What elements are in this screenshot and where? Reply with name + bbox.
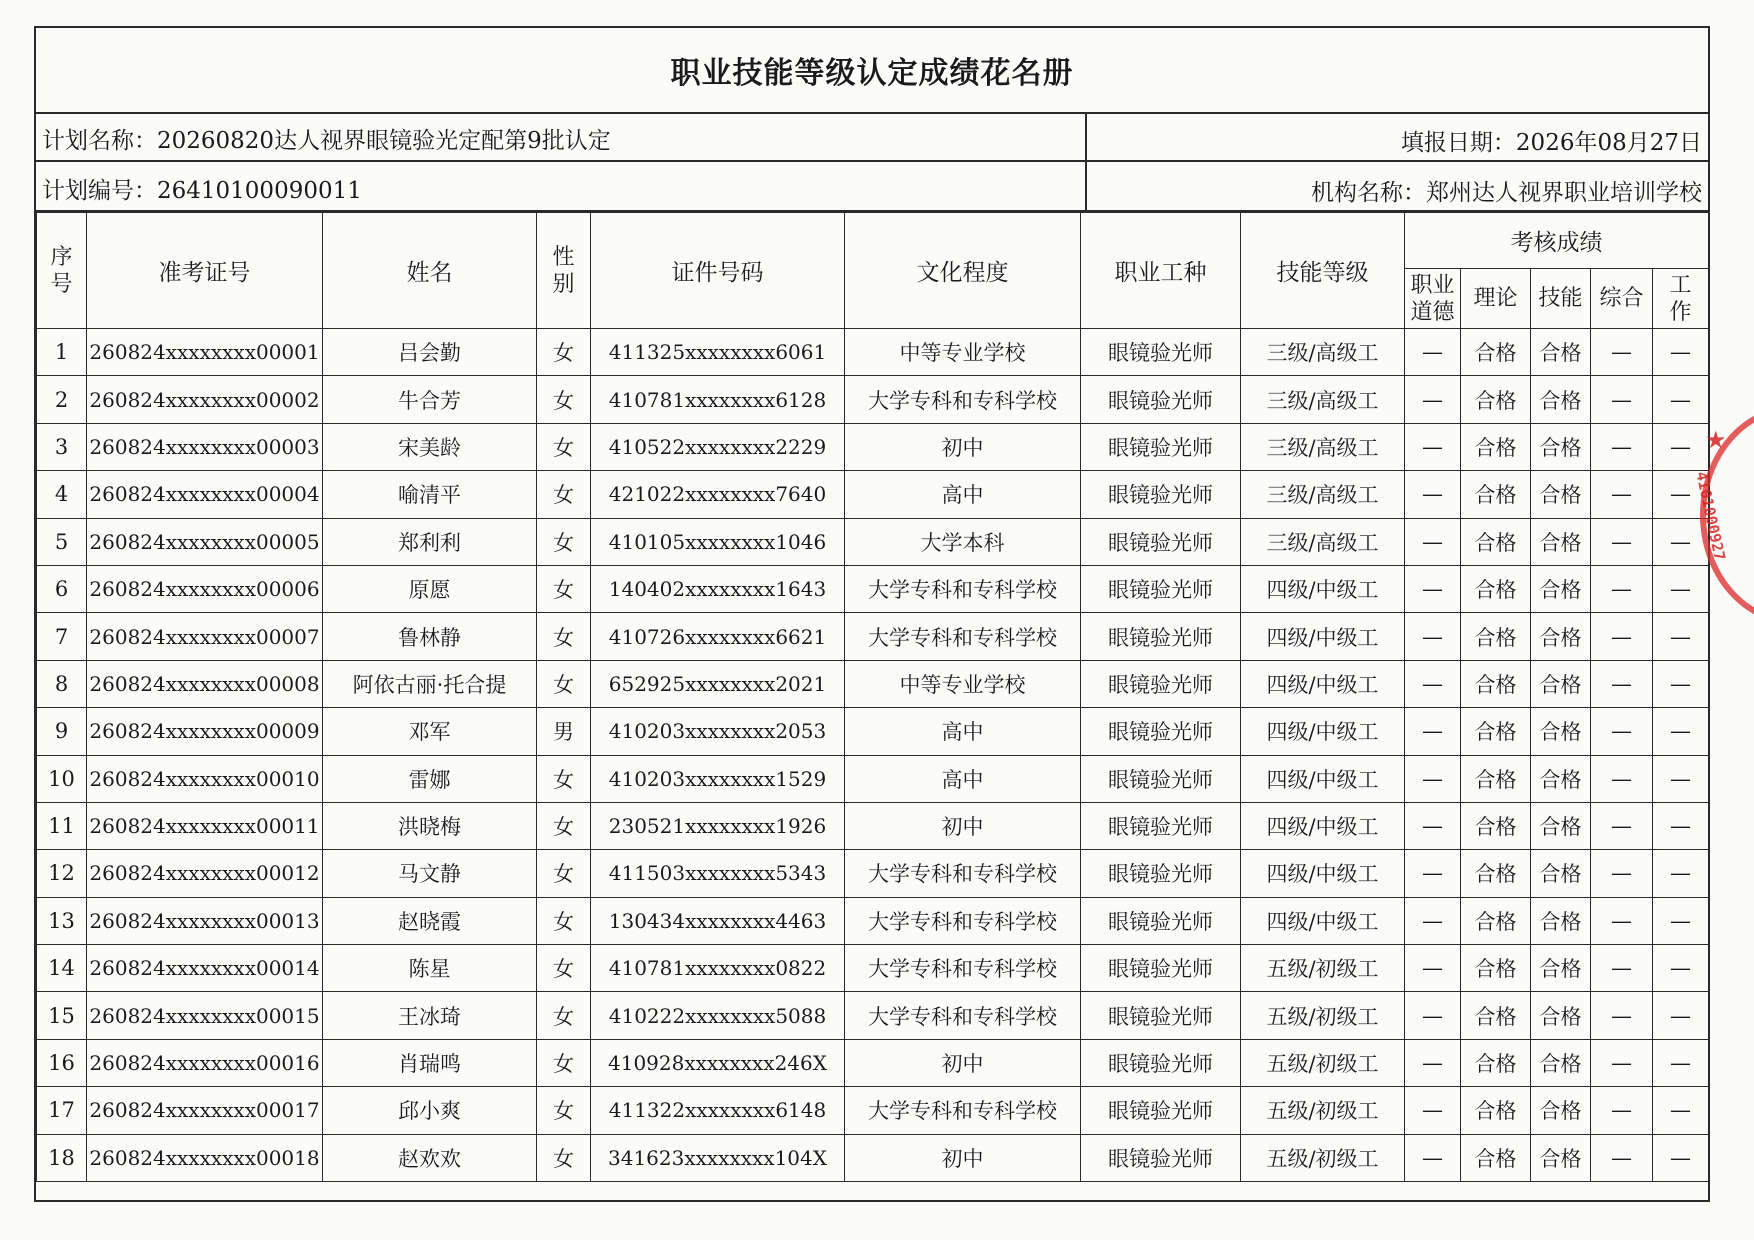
info-divider	[1085, 162, 1087, 210]
cell-id-number: 230521xxxxxxxx1926	[591, 802, 845, 849]
cell-ticket: 260824xxxxxxxx00008	[87, 660, 323, 707]
cell-name: 邓军	[323, 708, 537, 755]
cell-gender: 女	[537, 897, 591, 944]
cell-skill: 合格	[1531, 897, 1591, 944]
cell-comprehensive: —	[1591, 518, 1653, 565]
cell-ticket: 260824xxxxxxxx00002	[87, 376, 323, 423]
cell-occupation: 眼镜验光师	[1081, 1134, 1241, 1181]
cell-occupation: 眼镜验光师	[1081, 329, 1241, 376]
cell-gender: 女	[537, 992, 591, 1039]
cell-gender: 女	[537, 423, 591, 470]
cell-occupation: 眼镜验光师	[1081, 708, 1241, 755]
cell-id-number: 130434xxxxxxxx4463	[591, 897, 845, 944]
fill-date-label: 填报日期：	[1400, 130, 1516, 156]
header-results: 考核成绩	[1405, 213, 1709, 269]
header-work: 工作	[1653, 269, 1709, 329]
header-name: 姓名	[323, 213, 537, 329]
cell-occupation: 眼镜验光师	[1081, 423, 1241, 470]
cell-ethics: —	[1405, 565, 1461, 612]
cell-id-number: 410781xxxxxxxx6128	[591, 376, 845, 423]
cell-ethics: —	[1405, 1087, 1461, 1134]
cell-comprehensive: —	[1591, 1134, 1653, 1181]
cell-ethics: —	[1405, 945, 1461, 992]
cell-theory: 合格	[1461, 376, 1531, 423]
cell-occupation: 眼镜验光师	[1081, 897, 1241, 944]
cell-theory: 合格	[1461, 1087, 1531, 1134]
results-table	[36, 212, 1709, 1182]
cell-ethics: —	[1405, 423, 1461, 470]
cell-ticket: 260824xxxxxxxx00012	[87, 850, 323, 897]
cell-name: 阿依古丽·托合提	[323, 660, 537, 707]
cell-theory: 合格	[1461, 850, 1531, 897]
cell-skill-level: 四级/中级工	[1241, 897, 1405, 944]
cell-work: —	[1653, 565, 1709, 612]
cell-ethics: —	[1405, 1134, 1461, 1181]
cell-theory: 合格	[1461, 660, 1531, 707]
cell-skill: 合格	[1531, 565, 1591, 612]
cell-work: —	[1653, 471, 1709, 518]
header-seq: 序号	[37, 213, 87, 329]
cell-name: 喻清平	[323, 471, 537, 518]
header-education: 文化程度	[845, 213, 1081, 329]
cell-occupation: 眼镜验光师	[1081, 802, 1241, 849]
cell-skill-level: 三级/高级工	[1241, 471, 1405, 518]
table-row	[37, 1134, 1709, 1181]
cell-seq: 4	[37, 471, 87, 518]
header-skill: 技能	[1531, 269, 1591, 329]
cell-education: 大学本科	[845, 518, 1081, 565]
header-level: 技能等级	[1241, 213, 1405, 329]
cell-work: —	[1653, 376, 1709, 423]
cell-name: 赵晓霞	[323, 897, 537, 944]
cell-skill: 合格	[1531, 755, 1591, 802]
cell-ethics: —	[1405, 708, 1461, 755]
table-row	[37, 708, 1709, 755]
table-row	[37, 850, 1709, 897]
cell-ticket: 260824xxxxxxxx00015	[87, 992, 323, 1039]
cell-skill: 合格	[1531, 1039, 1591, 1086]
cell-theory: 合格	[1461, 755, 1531, 802]
cell-ticket: 260824xxxxxxxx00016	[87, 1039, 323, 1086]
cell-occupation: 眼镜验光师	[1081, 1087, 1241, 1134]
cell-ticket: 260824xxxxxxxx00017	[87, 1087, 323, 1134]
cell-seq: 7	[37, 613, 87, 660]
cell-skill: 合格	[1531, 1087, 1591, 1134]
cell-comprehensive: —	[1591, 565, 1653, 612]
plan-no-field	[42, 172, 362, 205]
table-row	[37, 518, 1709, 565]
cell-gender: 女	[537, 755, 591, 802]
plan-no-value: 26410100090011	[157, 178, 362, 204]
cell-ticket: 260824xxxxxxxx00013	[87, 897, 323, 944]
cell-education: 大学专科和专科学校	[845, 613, 1081, 660]
cell-education: 初中	[845, 423, 1081, 470]
cell-skill: 合格	[1531, 329, 1591, 376]
cell-ticket: 260824xxxxxxxx00001	[87, 329, 323, 376]
plan-name-value: 20260820达人视界眼镜验光定配第9批认定	[157, 128, 611, 154]
cell-id-number: 410522xxxxxxxx2229	[591, 423, 845, 470]
cell-theory: 合格	[1461, 802, 1531, 849]
cell-skill: 合格	[1531, 708, 1591, 755]
cell-skill-level: 五级/初级工	[1241, 1134, 1405, 1181]
cell-occupation: 眼镜验光师	[1081, 850, 1241, 897]
cell-id-number: 341623xxxxxxxx104X	[591, 1134, 845, 1181]
cell-comprehensive: —	[1591, 945, 1653, 992]
cell-skill-level: 四级/中级工	[1241, 708, 1405, 755]
info-row-2	[36, 162, 1708, 212]
cell-id-number: 421022xxxxxxxx7640	[591, 471, 845, 518]
cell-skill-level: 四级/中级工	[1241, 613, 1405, 660]
plan-name-field	[42, 122, 611, 155]
header-theory: 理论	[1461, 269, 1531, 329]
cell-ethics: —	[1405, 1039, 1461, 1086]
cell-id-number: 410203xxxxxxxx1529	[591, 755, 845, 802]
cell-name: 肖瑞鸣	[323, 1039, 537, 1086]
cell-work: —	[1653, 945, 1709, 992]
seal-number: 4101000927	[1692, 470, 1729, 563]
cell-education: 高中	[845, 708, 1081, 755]
table-row	[37, 471, 1709, 518]
cell-education: 初中	[845, 1134, 1081, 1181]
cell-work: —	[1653, 1087, 1709, 1134]
cell-education: 高中	[845, 755, 1081, 802]
cell-skill: 合格	[1531, 376, 1591, 423]
cell-education: 大学专科和专科学校	[845, 992, 1081, 1039]
info-row-1	[36, 112, 1708, 162]
cell-skill-level: 五级/初级工	[1241, 945, 1405, 992]
cell-skill: 合格	[1531, 802, 1591, 849]
cell-ethics: —	[1405, 992, 1461, 1039]
table-row	[37, 660, 1709, 707]
cell-skill-level: 五级/初级工	[1241, 992, 1405, 1039]
cell-comprehensive: —	[1591, 850, 1653, 897]
cell-name: 雷娜	[323, 755, 537, 802]
cell-occupation: 眼镜验光师	[1081, 518, 1241, 565]
cell-work: —	[1653, 708, 1709, 755]
cell-id-number: 652925xxxxxxxx2021	[591, 660, 845, 707]
results-table-body	[37, 329, 1709, 1182]
cell-ethics: —	[1405, 471, 1461, 518]
cell-theory: 合格	[1461, 423, 1531, 470]
cell-id-number: 410222xxxxxxxx5088	[591, 992, 845, 1039]
cell-comprehensive: —	[1591, 1087, 1653, 1134]
cell-work: —	[1653, 802, 1709, 849]
cell-ethics: —	[1405, 518, 1461, 565]
cell-occupation: 眼镜验光师	[1081, 613, 1241, 660]
cell-gender: 女	[537, 613, 591, 660]
cell-occupation: 眼镜验光师	[1081, 376, 1241, 423]
cell-ticket: 260824xxxxxxxx00006	[87, 565, 323, 612]
header-ethics: 职业道德	[1405, 269, 1461, 329]
cell-ticket: 260824xxxxxxxx00009	[87, 708, 323, 755]
cell-seq: 18	[37, 1134, 87, 1181]
cell-education: 中等专业学校	[845, 329, 1081, 376]
cell-work: —	[1653, 660, 1709, 707]
cell-education: 初中	[845, 1039, 1081, 1086]
cell-education: 大学专科和专科学校	[845, 1087, 1081, 1134]
cell-theory: 合格	[1461, 708, 1531, 755]
cell-skill: 合格	[1531, 423, 1591, 470]
cell-seq: 3	[37, 423, 87, 470]
cell-comprehensive: —	[1591, 471, 1653, 518]
cell-work: —	[1653, 423, 1709, 470]
cell-ethics: —	[1405, 329, 1461, 376]
cell-seq: 11	[37, 802, 87, 849]
table-row	[37, 423, 1709, 470]
cell-theory: 合格	[1461, 329, 1531, 376]
cell-seq: 14	[37, 945, 87, 992]
cell-gender: 女	[537, 660, 591, 707]
cell-occupation: 眼镜验光师	[1081, 992, 1241, 1039]
table-row	[37, 565, 1709, 612]
cell-ethics: —	[1405, 613, 1461, 660]
cell-occupation: 眼镜验光师	[1081, 945, 1241, 992]
fill-date-value: 2026年08月27日	[1515, 130, 1702, 156]
cell-skill: 合格	[1531, 850, 1591, 897]
cell-comprehensive: —	[1591, 376, 1653, 423]
cell-theory: 合格	[1461, 565, 1531, 612]
cell-skill-level: 三级/高级工	[1241, 329, 1405, 376]
cell-seq: 2	[37, 376, 87, 423]
cell-gender: 女	[537, 1134, 591, 1181]
cell-skill: 合格	[1531, 1134, 1591, 1181]
cell-theory: 合格	[1461, 992, 1531, 1039]
cell-name: 赵欢欢	[323, 1134, 537, 1181]
fill-date-field	[1401, 124, 1702, 157]
cell-seq: 10	[37, 755, 87, 802]
cell-ticket: 260824xxxxxxxx00014	[87, 945, 323, 992]
cell-gender: 女	[537, 945, 591, 992]
cell-seq: 17	[37, 1087, 87, 1134]
cell-occupation: 眼镜验光师	[1081, 660, 1241, 707]
cell-ticket: 260824xxxxxxxx00007	[87, 613, 323, 660]
cell-ticket: 260824xxxxxxxx00004	[87, 471, 323, 518]
cell-occupation: 眼镜验光师	[1081, 755, 1241, 802]
cell-comprehensive: —	[1591, 660, 1653, 707]
cell-seq: 9	[37, 708, 87, 755]
document-title: 职业技能等级认定成绩花名册	[36, 28, 1708, 114]
cell-education: 大学专科和专科学校	[845, 565, 1081, 612]
cell-work: —	[1653, 897, 1709, 944]
cell-education: 高中	[845, 471, 1081, 518]
cell-id-number: 140402xxxxxxxx1643	[591, 565, 845, 612]
cell-comprehensive: —	[1591, 1039, 1653, 1086]
cell-name: 邱小爽	[323, 1087, 537, 1134]
org-field	[1311, 174, 1702, 207]
cell-id-number: 411325xxxxxxxx6061	[591, 329, 845, 376]
cell-skill: 合格	[1531, 518, 1591, 565]
cell-seq: 6	[37, 565, 87, 612]
cell-skill-level: 三级/高级工	[1241, 376, 1405, 423]
cell-work: —	[1653, 992, 1709, 1039]
cell-name: 王冰琦	[323, 992, 537, 1039]
cell-comprehensive: —	[1591, 708, 1653, 755]
cell-seq: 12	[37, 850, 87, 897]
org-label: 机构名称：	[1311, 180, 1426, 206]
table-row	[37, 613, 1709, 660]
cell-id-number: 410928xxxxxxxx246X	[591, 1039, 845, 1086]
cell-skill-level: 四级/中级工	[1241, 850, 1405, 897]
cell-id-number: 411322xxxxxxxx6148	[591, 1087, 845, 1134]
cell-name: 吕会勤	[323, 329, 537, 376]
seal-star-icon: ★	[1705, 426, 1727, 454]
cell-comprehensive: —	[1591, 897, 1653, 944]
cell-skill: 合格	[1531, 471, 1591, 518]
cell-theory: 合格	[1461, 897, 1531, 944]
cell-gender: 男	[537, 708, 591, 755]
cell-ethics: —	[1405, 802, 1461, 849]
cell-seq: 8	[37, 660, 87, 707]
cell-skill: 合格	[1531, 660, 1591, 707]
cell-theory: 合格	[1461, 613, 1531, 660]
cell-skill-level: 四级/中级工	[1241, 755, 1405, 802]
cell-work: —	[1653, 329, 1709, 376]
cell-name: 宋美龄	[323, 423, 537, 470]
cell-education: 大学专科和专科学校	[845, 897, 1081, 944]
cell-id-number: 410781xxxxxxxx0822	[591, 945, 845, 992]
cell-comprehensive: —	[1591, 329, 1653, 376]
cell-skill: 合格	[1531, 992, 1591, 1039]
cell-id-number: 410203xxxxxxxx2053	[591, 708, 845, 755]
cell-name: 牛合芳	[323, 376, 537, 423]
cell-theory: 合格	[1461, 1134, 1531, 1181]
cell-name: 陈星	[323, 945, 537, 992]
table-row	[37, 755, 1709, 802]
plan-no-label: 计划编号：	[42, 178, 157, 204]
cell-comprehensive: —	[1591, 755, 1653, 802]
cell-theory: 合格	[1461, 945, 1531, 992]
cell-work: —	[1653, 1039, 1709, 1086]
cell-skill-level: 四级/中级工	[1241, 660, 1405, 707]
cell-id-number: 410726xxxxxxxx6621	[591, 613, 845, 660]
cell-gender: 女	[537, 850, 591, 897]
cell-skill-level: 五级/初级工	[1241, 1039, 1405, 1086]
cell-comprehensive: —	[1591, 423, 1653, 470]
cell-skill-level: 五级/初级工	[1241, 1087, 1405, 1134]
cell-work: —	[1653, 518, 1709, 565]
cell-ethics: —	[1405, 755, 1461, 802]
cell-theory: 合格	[1461, 518, 1531, 565]
info-divider	[1085, 112, 1087, 160]
cell-work: —	[1653, 613, 1709, 660]
cell-gender: 女	[537, 376, 591, 423]
cell-id-number: 411503xxxxxxxx5343	[591, 850, 845, 897]
cell-ticket: 260824xxxxxxxx00011	[87, 802, 323, 849]
cell-comprehensive: —	[1591, 992, 1653, 1039]
cell-skill-level: 三级/高级工	[1241, 518, 1405, 565]
table-row	[37, 1039, 1709, 1086]
table-row	[37, 802, 1709, 849]
cell-name: 原愿	[323, 565, 537, 612]
cell-occupation: 眼镜验光师	[1081, 1039, 1241, 1086]
cell-education: 初中	[845, 802, 1081, 849]
header-gender: 性别	[537, 213, 591, 329]
header-id: 证件号码	[591, 213, 845, 329]
table-row	[37, 1087, 1709, 1134]
cell-ethics: —	[1405, 850, 1461, 897]
cell-name: 郑利利	[323, 518, 537, 565]
cell-id-number: 410105xxxxxxxx1046	[591, 518, 845, 565]
cell-skill-level: 三级/高级工	[1241, 423, 1405, 470]
cell-skill-level: 四级/中级工	[1241, 565, 1405, 612]
table-row	[37, 992, 1709, 1039]
cell-theory: 合格	[1461, 1039, 1531, 1086]
cell-theory: 合格	[1461, 471, 1531, 518]
cell-comprehensive: —	[1591, 613, 1653, 660]
cell-name: 马文静	[323, 850, 537, 897]
cell-education: 中等专业学校	[845, 660, 1081, 707]
cell-ticket: 260824xxxxxxxx00018	[87, 1134, 323, 1181]
cell-education: 大学专科和专科学校	[845, 850, 1081, 897]
roster-sheet	[34, 26, 1710, 1202]
cell-gender: 女	[537, 329, 591, 376]
cell-skill: 合格	[1531, 613, 1591, 660]
plan-name-label: 计划名称：	[42, 128, 157, 154]
cell-gender: 女	[537, 518, 591, 565]
cell-work: —	[1653, 1134, 1709, 1181]
table-row	[37, 897, 1709, 944]
cell-occupation: 眼镜验光师	[1081, 565, 1241, 612]
table-row	[37, 376, 1709, 423]
cell-gender: 女	[537, 471, 591, 518]
cell-work: —	[1653, 755, 1709, 802]
cell-seq: 16	[37, 1039, 87, 1086]
header-comprehensive: 综合	[1591, 269, 1653, 329]
cell-gender: 女	[537, 565, 591, 612]
cell-ethics: —	[1405, 897, 1461, 944]
cell-education: 大学专科和专科学校	[845, 945, 1081, 992]
cell-education: 大学专科和专科学校	[845, 376, 1081, 423]
cell-comprehensive: —	[1591, 802, 1653, 849]
cell-work: —	[1653, 850, 1709, 897]
header-occupation: 职业工种	[1081, 213, 1241, 329]
header-ticket: 准考证号	[87, 213, 323, 329]
cell-ticket: 260824xxxxxxxx00005	[87, 518, 323, 565]
cell-ethics: —	[1405, 660, 1461, 707]
table-row	[37, 945, 1709, 992]
cell-seq: 5	[37, 518, 87, 565]
cell-name: 洪晓梅	[323, 802, 537, 849]
cell-ticket: 260824xxxxxxxx00003	[87, 423, 323, 470]
cell-ticket: 260824xxxxxxxx00010	[87, 755, 323, 802]
table-row	[37, 329, 1709, 376]
cell-name: 鲁林静	[323, 613, 537, 660]
cell-ethics: —	[1405, 376, 1461, 423]
cell-seq: 1	[37, 329, 87, 376]
cell-seq: 15	[37, 992, 87, 1039]
cell-gender: 女	[537, 1039, 591, 1086]
cell-seq: 13	[37, 897, 87, 944]
cell-gender: 女	[537, 1087, 591, 1134]
org-name-value: 郑州达人视界职业培训学校	[1426, 180, 1702, 206]
cell-skill-level: 四级/中级工	[1241, 802, 1405, 849]
cell-occupation: 眼镜验光师	[1081, 471, 1241, 518]
cell-skill: 合格	[1531, 945, 1591, 992]
cell-gender: 女	[537, 802, 591, 849]
